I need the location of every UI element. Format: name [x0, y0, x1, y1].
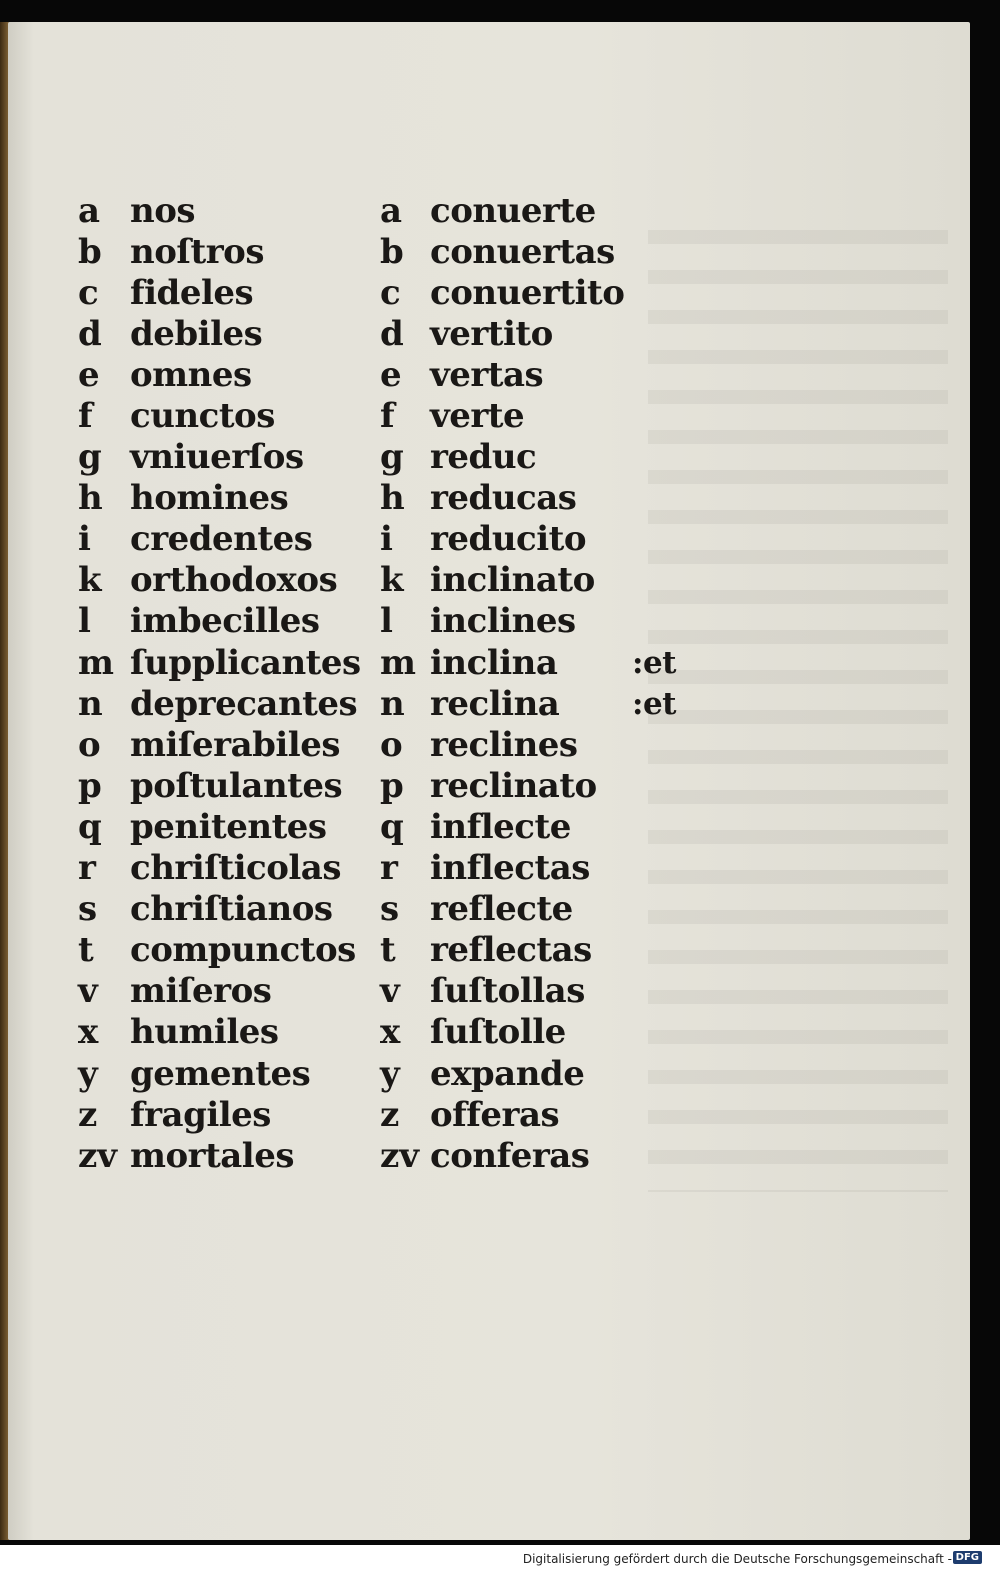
row-word: gementes [130, 1053, 311, 1094]
row-letter: z [380, 1094, 400, 1135]
row-letter: f [78, 396, 93, 437]
row-letter: x [78, 1012, 99, 1053]
list-item [78, 724, 361, 765]
list-item [78, 478, 361, 519]
list-item [380, 1012, 624, 1053]
row-word: penitentes [130, 806, 327, 847]
list-item [78, 806, 361, 847]
row-letter: b [78, 231, 102, 272]
row-word: inclines [430, 601, 576, 642]
row-word: reflecte [430, 889, 573, 930]
row-letter: s [380, 889, 400, 930]
footer-bar [0, 1545, 1000, 1586]
row-letter: l [78, 601, 91, 642]
row-word: imbecilles [130, 601, 320, 642]
row-word: conferas [430, 1135, 590, 1176]
list-item [78, 848, 361, 889]
list-item [380, 971, 624, 1012]
row-word: expande [430, 1053, 585, 1094]
row-letter: t [78, 930, 94, 971]
list-item [380, 478, 624, 519]
row-word: reduc [430, 437, 537, 478]
list-item [78, 1094, 361, 1135]
row-word: reducito [430, 519, 587, 560]
row-word: ſupplicantes [130, 642, 361, 683]
row-word: omnes [130, 354, 252, 395]
row-letter: e [78, 354, 100, 395]
list-item [380, 1135, 624, 1176]
list-item [78, 971, 361, 1012]
row-word: compunctos [130, 930, 356, 971]
row-letter: c [380, 272, 401, 313]
list-item [380, 1094, 624, 1135]
row-letter: t [380, 930, 396, 971]
list-item [380, 231, 624, 272]
row-letter: q [78, 806, 102, 847]
row-letter: q [380, 806, 404, 847]
list-item [380, 765, 624, 806]
row-letter: r [78, 848, 96, 889]
list-item [380, 683, 624, 724]
row-word: conuerte [430, 190, 596, 231]
row-word: vertito [430, 313, 553, 354]
row-word: cunctos [130, 396, 275, 437]
list-item [380, 272, 624, 313]
suffix-n [632, 683, 676, 724]
row-word: inflecte [430, 806, 571, 847]
row-word: miſerabiles [130, 724, 340, 765]
list-item [78, 519, 361, 560]
row-letter: s [78, 889, 98, 930]
row-letter: m [78, 642, 114, 683]
bleed-through-text [648, 212, 948, 1192]
list-item [380, 642, 624, 683]
list-item [78, 1135, 361, 1176]
list-item [380, 930, 624, 971]
row-letter: d [380, 313, 404, 354]
row-word: reflectas [430, 930, 592, 971]
row-word: ſuſtolle [430, 1012, 566, 1053]
row-letter: z [78, 1094, 98, 1135]
list-item [380, 519, 624, 560]
row-letter: g [380, 437, 404, 478]
row-word: inclina [430, 642, 558, 683]
row-word: nos [130, 190, 196, 231]
row-word: reducas [430, 478, 577, 519]
row-letter: i [380, 519, 393, 560]
row-word: vniuerſos [130, 437, 304, 478]
list-item [78, 395, 361, 436]
suffix-text: :et [632, 685, 676, 722]
list-item [78, 272, 361, 313]
row-word: ſuſtollas [430, 971, 585, 1012]
list-item [78, 313, 361, 354]
row-letter: h [78, 478, 103, 519]
list-item [380, 889, 624, 930]
row-letter: r [380, 848, 398, 889]
row-word: mortales [130, 1135, 294, 1176]
row-letter: a [380, 190, 403, 231]
row-word: reclines [430, 724, 578, 765]
row-word: poſtulantes [130, 765, 343, 806]
row-letter: o [78, 724, 101, 765]
row-word: noſtros [130, 231, 264, 272]
row-letter: y [78, 1053, 98, 1094]
row-word: verte [430, 396, 525, 437]
row-letter: p [380, 765, 404, 806]
list-item [78, 765, 361, 806]
row-letter: l [380, 601, 393, 642]
row-word: inflectas [430, 848, 590, 889]
row-letter: zv [380, 1135, 420, 1176]
row-letter: y [380, 1053, 400, 1094]
list-item [380, 601, 624, 642]
row-letter: b [380, 231, 404, 272]
list-item [78, 354, 361, 395]
list-item [78, 190, 361, 231]
row-word: chriſticolas [130, 848, 341, 889]
list-item [380, 395, 624, 436]
list-item [380, 848, 624, 889]
row-letter: x [380, 1012, 401, 1053]
list-item [78, 601, 361, 642]
suffix-column [632, 642, 676, 724]
row-letter: g [78, 437, 102, 478]
left-column-list [78, 190, 361, 1176]
list-item [380, 560, 624, 601]
row-word: homines [130, 478, 289, 519]
row-letter: p [78, 765, 102, 806]
list-item [78, 683, 361, 724]
row-word: inclinato [430, 560, 595, 601]
row-letter: zv [78, 1135, 118, 1176]
row-word: miſeros [130, 971, 272, 1012]
list-item [78, 437, 361, 478]
list-item [78, 231, 361, 272]
row-letter: e [380, 354, 402, 395]
row-word: fideles [130, 272, 254, 313]
dfg-logo-icon: DFG [953, 1551, 982, 1564]
row-letter: k [380, 560, 404, 601]
row-word: deprecantes [130, 683, 358, 724]
list-item [380, 354, 624, 395]
list-item [380, 313, 624, 354]
row-word: humiles [130, 1012, 279, 1053]
row-word: reclinato [430, 765, 597, 806]
list-item [78, 1012, 361, 1053]
row-letter: n [380, 683, 405, 724]
list-item [78, 642, 361, 683]
row-word: chriſtianos [130, 889, 333, 930]
list-item [380, 1053, 624, 1094]
funding-credit: Digitalisierung gefördert durch die Deutsche Forschungsgemeinschaft - [522, 1552, 952, 1566]
row-word: offeras [430, 1094, 560, 1135]
row-word: reclina [430, 683, 560, 724]
row-word: conuertito [430, 272, 625, 313]
row-word: fragiles [130, 1094, 271, 1135]
row-word: vertas [430, 354, 544, 395]
list-item [78, 889, 361, 930]
row-letter: d [78, 313, 102, 354]
row-letter: v [380, 971, 400, 1012]
right-column-list [380, 190, 624, 1176]
list-item [380, 437, 624, 478]
row-letter: f [380, 396, 395, 437]
suffix-m [632, 642, 676, 683]
row-letter: h [380, 478, 405, 519]
row-letter: m [380, 642, 416, 683]
list-item [380, 190, 624, 231]
list-item [78, 930, 361, 971]
row-letter: a [78, 190, 101, 231]
row-word: credentes [130, 519, 313, 560]
list-item [78, 560, 361, 601]
row-letter: v [78, 971, 98, 1012]
row-letter: o [380, 724, 403, 765]
row-letter: k [78, 560, 102, 601]
row-letter: i [78, 519, 91, 560]
row-word: debiles [130, 313, 263, 354]
suffix-text: :et [632, 644, 676, 681]
row-word: orthodoxos [130, 560, 338, 601]
row-word: conuertas [430, 231, 615, 272]
row-letter: n [78, 683, 103, 724]
list-item [78, 1053, 361, 1094]
list-item [380, 806, 624, 847]
row-letter: c [78, 272, 99, 313]
list-item [380, 724, 624, 765]
